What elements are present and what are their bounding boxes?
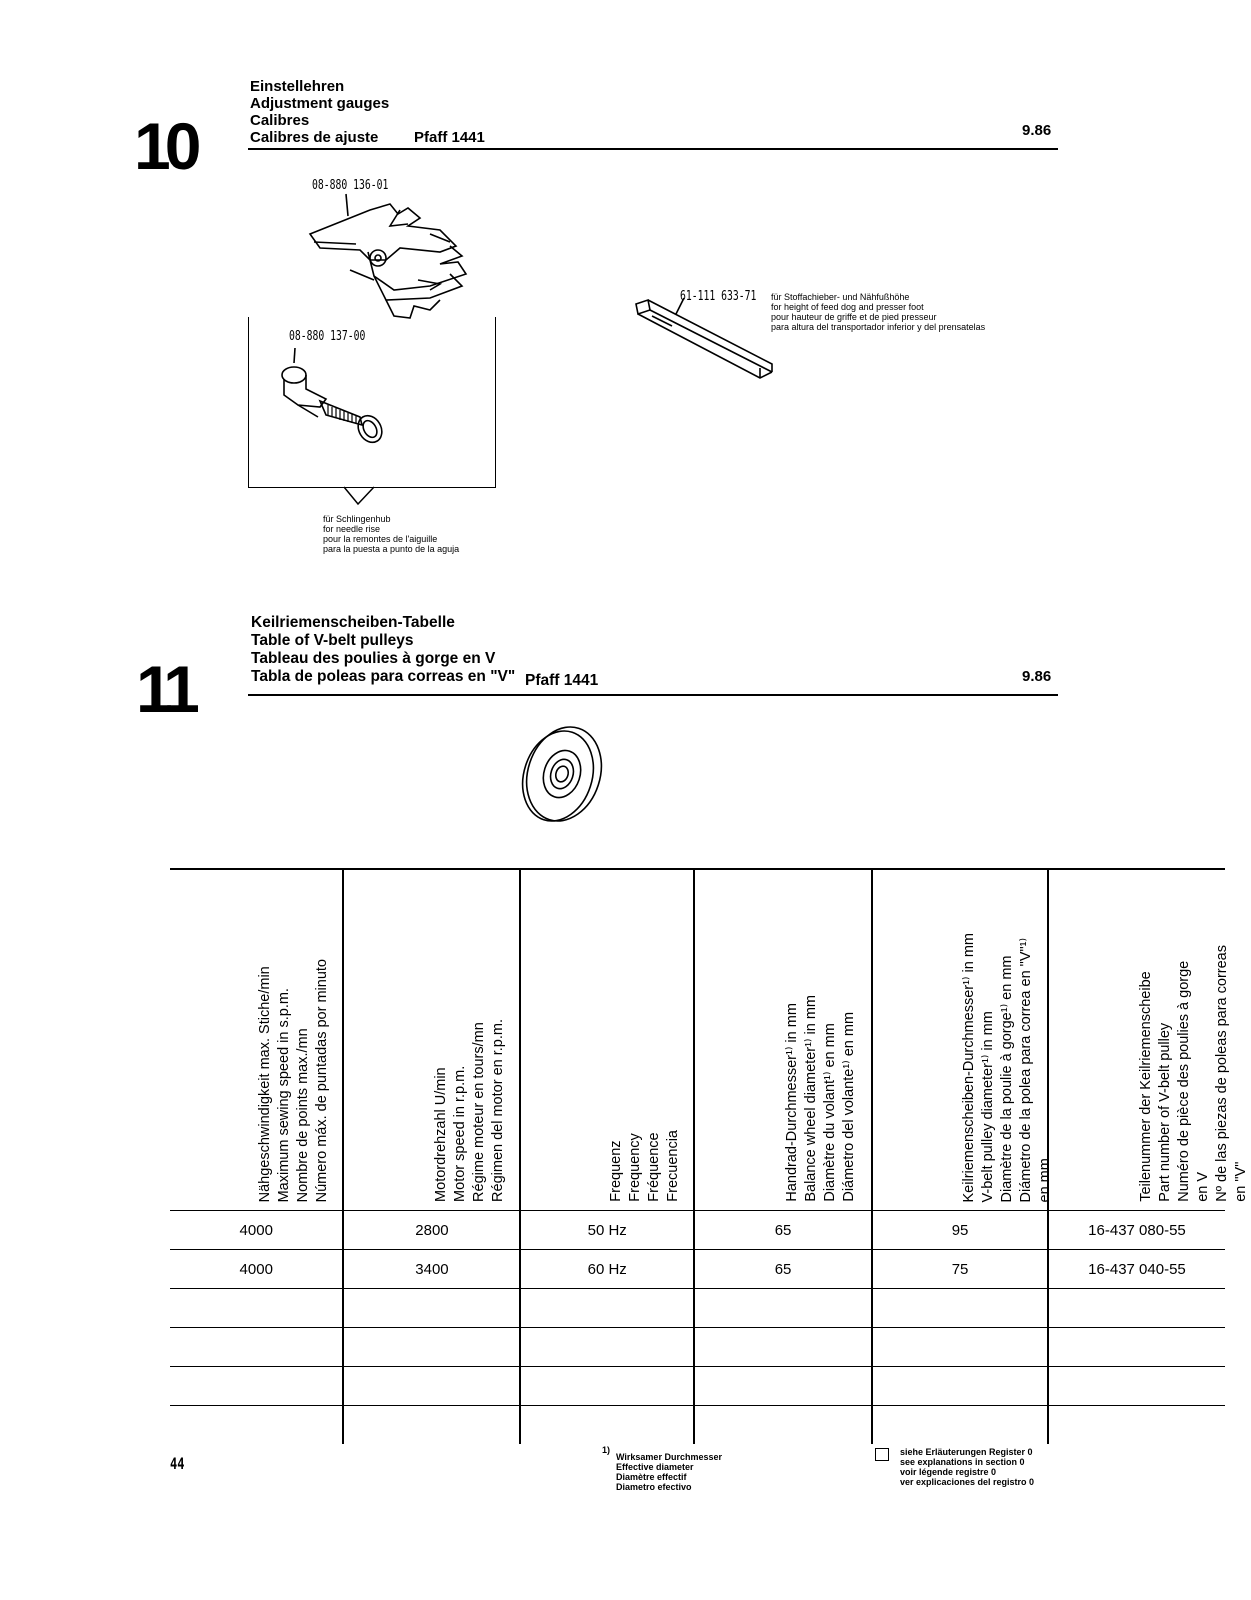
section-11-titles (251, 614, 515, 686)
needle-desc-fr: pour la remontes de l'aiguille (323, 534, 438, 544)
v-belt-pulley-illustration (518, 722, 608, 826)
part-number-needle-gauge: 08-880 137-00 (289, 329, 366, 344)
title-de: Keilriemenscheiben-Tabelle (251, 614, 455, 631)
header-balance-wheel-diameter: Handrad-Durchmesser¹⁾ in mm Balance wheel diameter¹⁾ in mm Diamètre du volant¹⁾ en mm Diámetro del volante¹⁾ en mm (694, 869, 872, 1211)
v-belt-pulley-table (170, 868, 1249, 1444)
feed-desc-en: for height of feed dog and presser foot (771, 302, 924, 312)
needle-rise-description (323, 514, 459, 554)
page-number: 44 (170, 1454, 185, 1473)
section-10-date: 9.86 (1022, 122, 1052, 139)
register-checkbox-icon (875, 1448, 889, 1461)
table-row (170, 1367, 1225, 1406)
title-en: Table of V-belt pulleys (251, 632, 414, 649)
table-row (170, 1289, 1225, 1328)
section-10-titles (250, 78, 389, 146)
feed-desc-fr: pour hauteur de griffe et de pied presseur (771, 312, 937, 322)
needle-desc-es: para la puesta a punto de la aguja (323, 544, 460, 554)
header-frequency: Frequenz Frequency Fréquence Frecuencia (520, 869, 693, 1211)
section-number-10: 10 (134, 109, 196, 183)
footnote-marker: 1) (602, 1445, 611, 1455)
section-10-rule (248, 148, 1058, 150)
title-fr: Tableau des poulies à gorge en V (251, 650, 496, 667)
part-number-feed-gauge: 61-111 633-71 (680, 289, 757, 304)
section-10-model: Pfaff 1441 (414, 129, 485, 146)
table-header-row (170, 869, 1225, 1211)
table-row (170, 1328, 1225, 1367)
section-number-11: 11 (136, 652, 194, 726)
header-part-number: Teilenummer der Keilriemenscheibe Part number of V-belt pulley Numéro de pièce des poulies à gorge en V Nº de las piezas de poleas para correas en "V" (1048, 869, 1225, 1211)
feed-desc-es: para altura del transportador inferior y del prensatelas (771, 322, 986, 332)
title-de: Einstellehren (250, 78, 345, 95)
part-number-gauge-set: 08-880 136-01 (312, 178, 389, 193)
section-11-model: Pfaff 1441 (525, 672, 599, 689)
table-row: 4000 3400 60 Hz 65 75 16-437 040-55 (170, 1250, 1225, 1289)
header-sewing-speed: Nähgeschwindigkeit max. Stiche/min Maximum sewing speed in s.p.m. Nombre de points max./mn Número máx. de puntadas por minuto (257, 958, 331, 1202)
register-note: siehe Erläuterungen Register 0 see explanations in section 0 voir légende registre 0 ver explicaciones del registro 0 (900, 1447, 1035, 1487)
needle-gauge-illustration (270, 345, 400, 445)
needle-desc-de: für Schlingenhub (323, 514, 391, 524)
feed-gauge-illustration (632, 292, 782, 388)
feed-desc-de: für Stoffachieber- und Nähfußhöhe (771, 292, 910, 302)
title-es: Calibres de ajuste (250, 129, 379, 146)
callout-pointer (340, 480, 380, 508)
header-motor-speed: Motordrehzahl U/min Motor speed in r.p.m. Régime moteur en tours/mn Régimen del motor en r.p.m. (343, 869, 520, 1211)
header-pulley-diameter: Keilriemenscheiben-Durchmesser¹⁾ in mm V-belt pulley diameter¹⁾ in mm Diamètre de la poulie à gorge¹⁾ en mm Diámetro de la polea para correa en "V"¹⁾ en mm (872, 869, 1048, 1211)
title-es: Tabla de poleas para correas en "V" (251, 668, 516, 685)
section-11-date: 9.86 (1022, 668, 1052, 685)
needle-desc-en: for needle rise (323, 524, 381, 534)
table-row (170, 1406, 1225, 1445)
section-11-rule (248, 694, 1058, 696)
footnote-effective-diameter: Wirksamer Durchmesser Effective diameter Diamètre effectif Diametro efectivo (616, 1452, 722, 1492)
title-en: Adjustment gauges (250, 95, 390, 112)
table-row: 4000 2800 50 Hz 65 95 16-437 080-55 (170, 1211, 1225, 1250)
title-fr: Calibres (250, 112, 310, 129)
feed-gauge-description (771, 292, 985, 332)
